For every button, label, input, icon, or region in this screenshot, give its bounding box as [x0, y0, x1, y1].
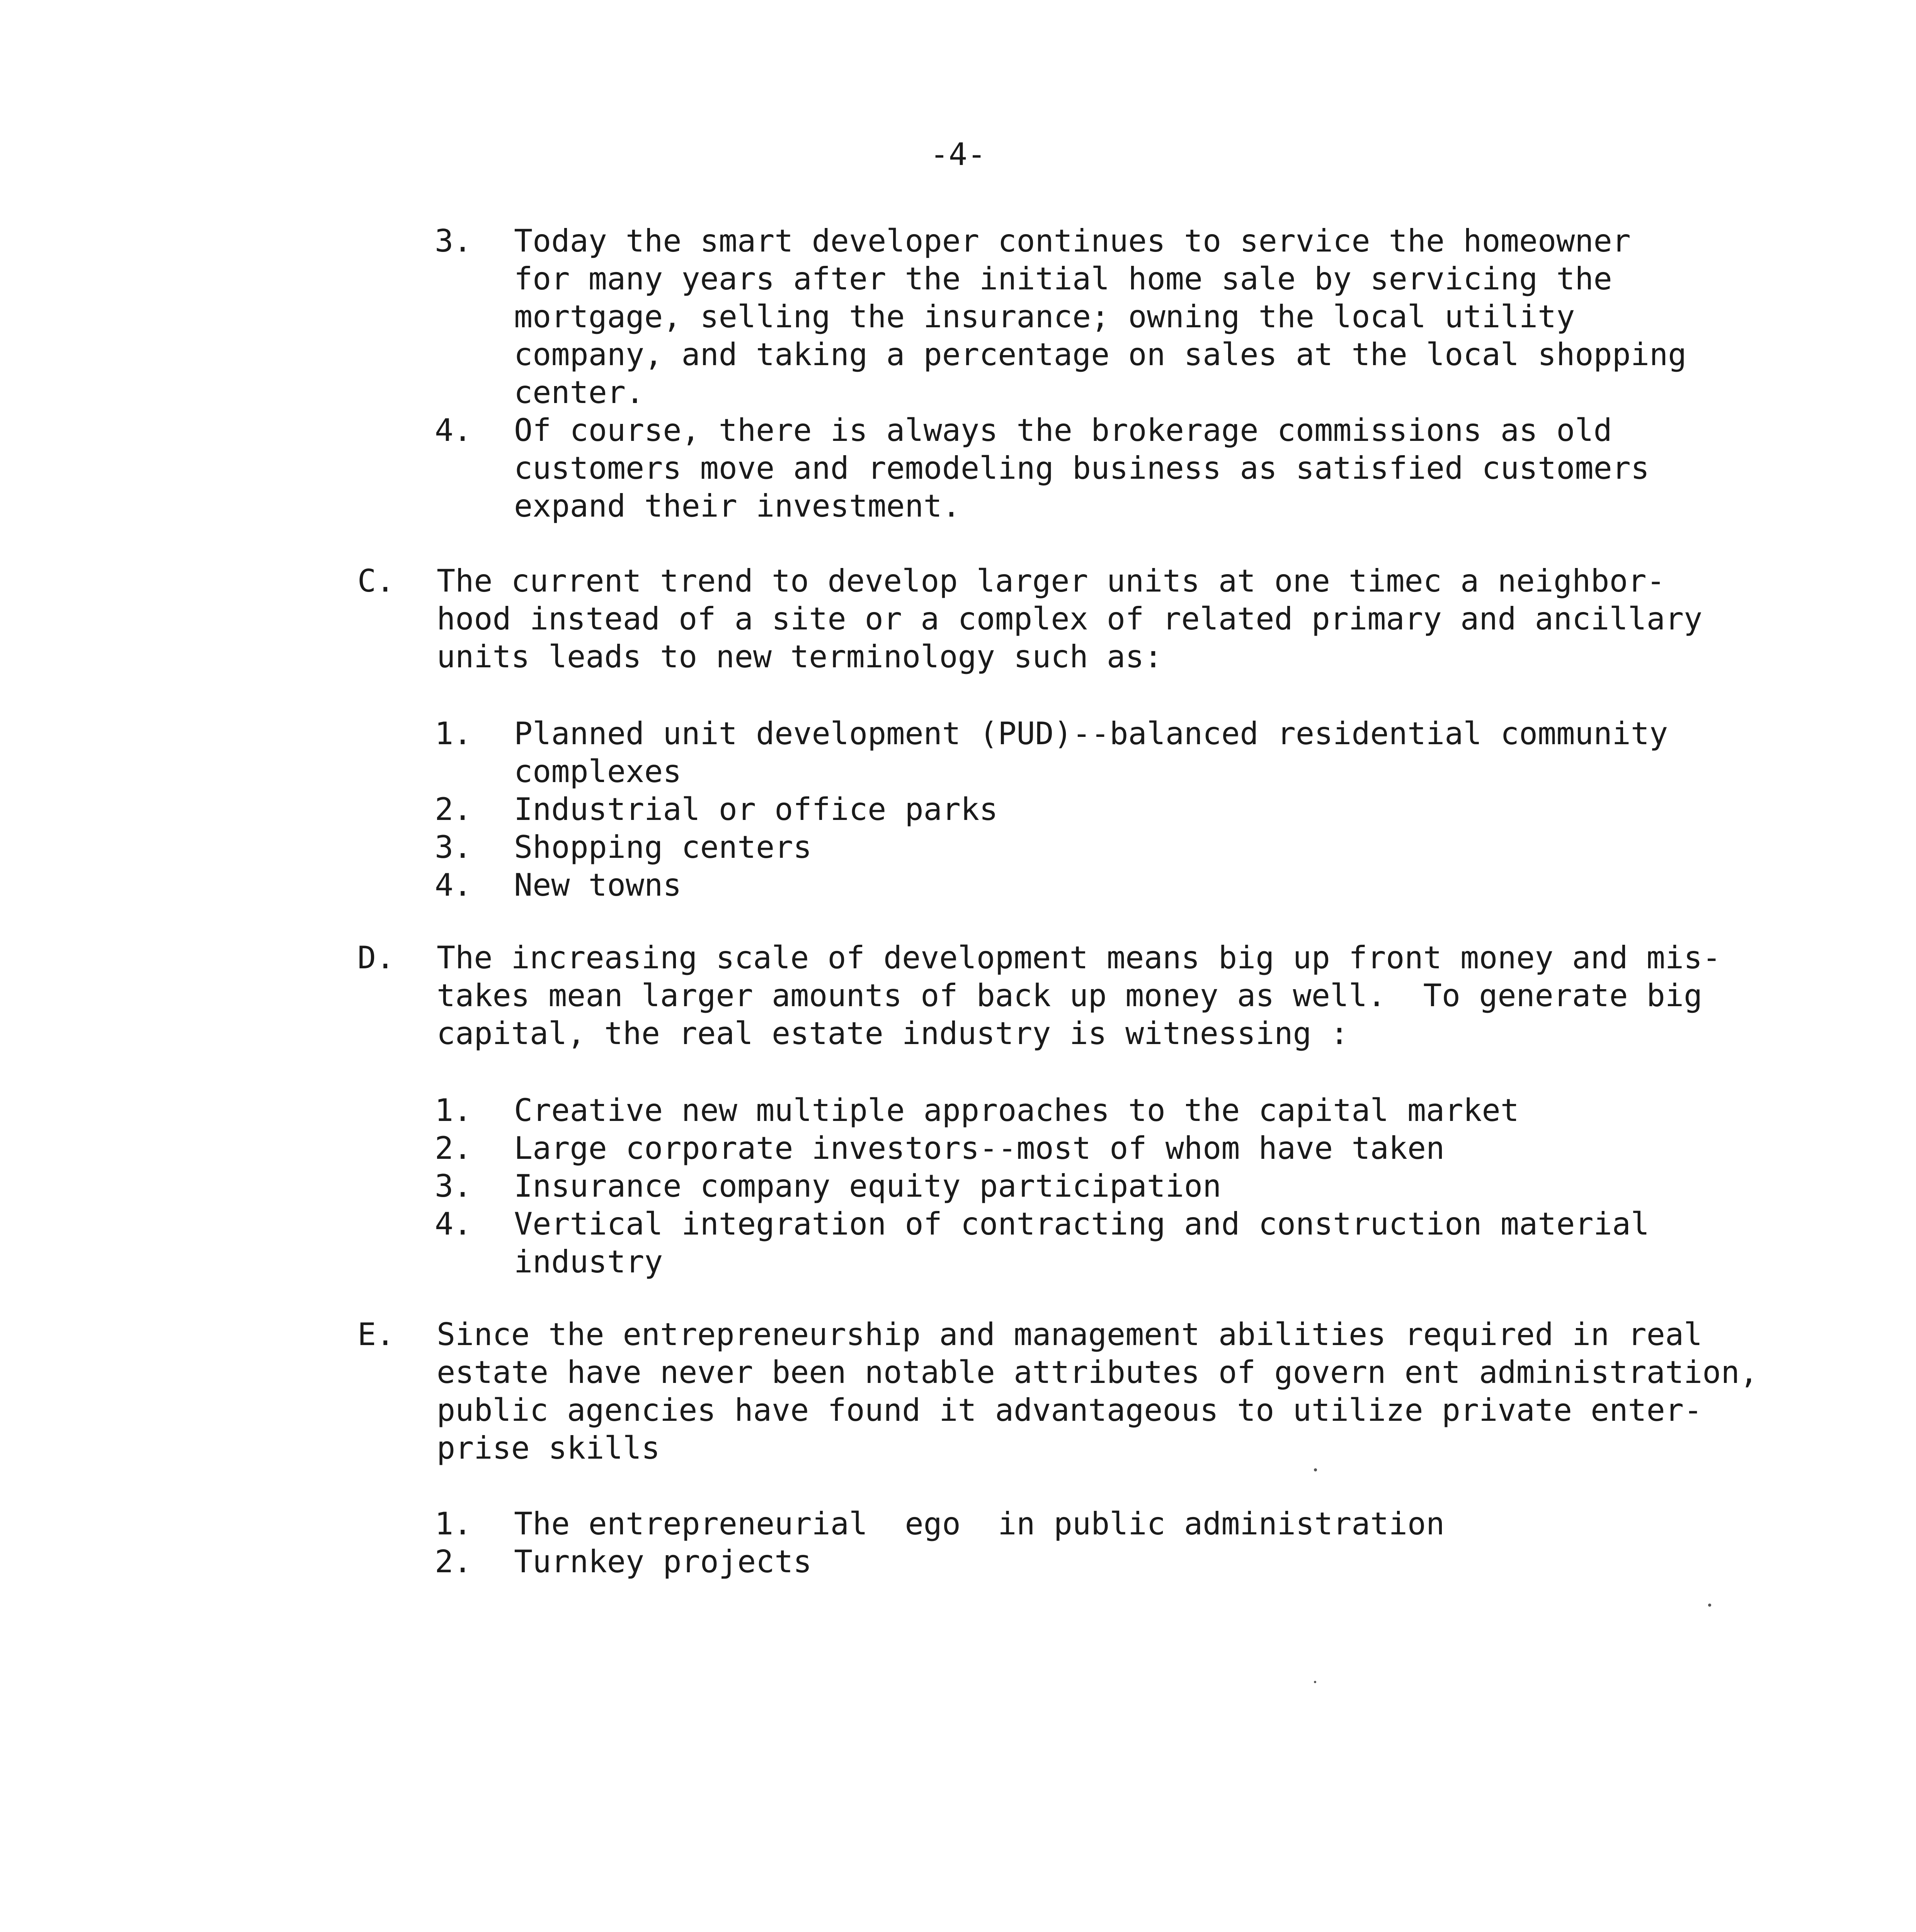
item-label: 3. [435, 223, 472, 259]
item-label: 3. [435, 1168, 472, 1204]
section-d-list [435, 1092, 1916, 1281]
item-label: 2. [435, 1544, 472, 1580]
section-e-heading [357, 1316, 1916, 1467]
item-label: 1. [435, 716, 472, 752]
section-line: The increasing scale of development means big up front money and mis- [437, 940, 1721, 976]
item-line: expand their investment. [514, 488, 961, 524]
item-label: 2. [435, 791, 472, 827]
section-line: prise skills [437, 1430, 660, 1466]
section-line: estate have never been notable attributes of govern ent administration, [437, 1354, 1758, 1390]
section-line: public agencies have found it advantageous to utilize private enter- [437, 1392, 1703, 1428]
section-e-list [435, 1505, 1916, 1581]
item-line: Today the smart developer continues to service the homeowner [514, 223, 1631, 259]
item-label: 3. [435, 829, 472, 865]
section-b-item-3 [435, 222, 1916, 412]
section-b-item-4 [435, 412, 1916, 525]
scan-speck [1314, 1681, 1316, 1683]
item-line: Large corporate investors--most of whom have taken [514, 1130, 1445, 1166]
item-label: 1. [435, 1506, 472, 1542]
item-line: Insurance company equity participation [514, 1168, 1222, 1204]
item-line: Turnkey projects [514, 1544, 812, 1580]
list-item [435, 1505, 1916, 1543]
item-line: Planned unit development (PUD)--balanced residential community [514, 716, 1668, 752]
section-line: capital, the real estate industry is witnessing : [437, 1015, 1349, 1051]
section-line: takes mean larger amounts of back up money as well. To generate big [437, 978, 1703, 1014]
section-line: Since the entrepreneurship and management abilities required in real [437, 1316, 1703, 1352]
list-item [435, 791, 1916, 828]
item-line: Industrial or office parks [514, 791, 998, 827]
item-line: Shopping centers [514, 829, 812, 865]
section-c-list [435, 715, 1916, 904]
item-line: mortgage, selling the insurance; owning the local utility [514, 299, 1575, 335]
item-line: New towns [514, 867, 682, 903]
list-item [435, 1167, 1916, 1205]
item-label: 2. [435, 1130, 472, 1166]
item-line: industry [514, 1244, 663, 1280]
item-label: 1. [435, 1092, 472, 1128]
item-label: 4. [435, 867, 472, 903]
list-item [435, 828, 1916, 866]
section-label: E. [357, 1316, 395, 1352]
list-item [435, 715, 1916, 791]
section-label: C. [357, 563, 395, 599]
section-line: hood instead of a site or a complex of related primary and ancillary [437, 601, 1703, 637]
scan-speck [1314, 1468, 1317, 1471]
item-label: 4. [435, 412, 472, 448]
list-item [435, 1543, 1916, 1581]
list-item [435, 1205, 1916, 1281]
scan-speck [1708, 1604, 1711, 1607]
section-c-heading [357, 562, 1916, 676]
list-item [435, 1129, 1916, 1167]
list-item [435, 1092, 1916, 1129]
item-label: 4. [435, 1206, 472, 1242]
list-item [435, 866, 1916, 904]
item-line: Creative new multiple approaches to the capital market [514, 1092, 1519, 1128]
page-number: -4- [930, 136, 986, 172]
section-label: D. [357, 940, 395, 976]
item-line: Of course, there is always the brokerage commissions as old [514, 412, 1612, 448]
item-line: company, and taking a percentage on sales at the local shopping [514, 337, 1687, 372]
item-line: Vertical integration of contracting and construction material [514, 1206, 1650, 1242]
section-d-heading [357, 939, 1916, 1053]
section-line: The current trend to develop larger units at one timec a neighbor- [437, 563, 1665, 599]
item-line: The entrepreneurial ego in public administration [514, 1506, 1445, 1542]
item-line: customers move and remodeling business as satisfied customers [514, 450, 1650, 486]
item-line: for many years after the initial home sale by servicing the [514, 261, 1612, 297]
item-line: complexes [514, 753, 682, 789]
item-line: center. [514, 374, 645, 410]
section-line: units leads to new terminology such as: [437, 639, 1163, 675]
